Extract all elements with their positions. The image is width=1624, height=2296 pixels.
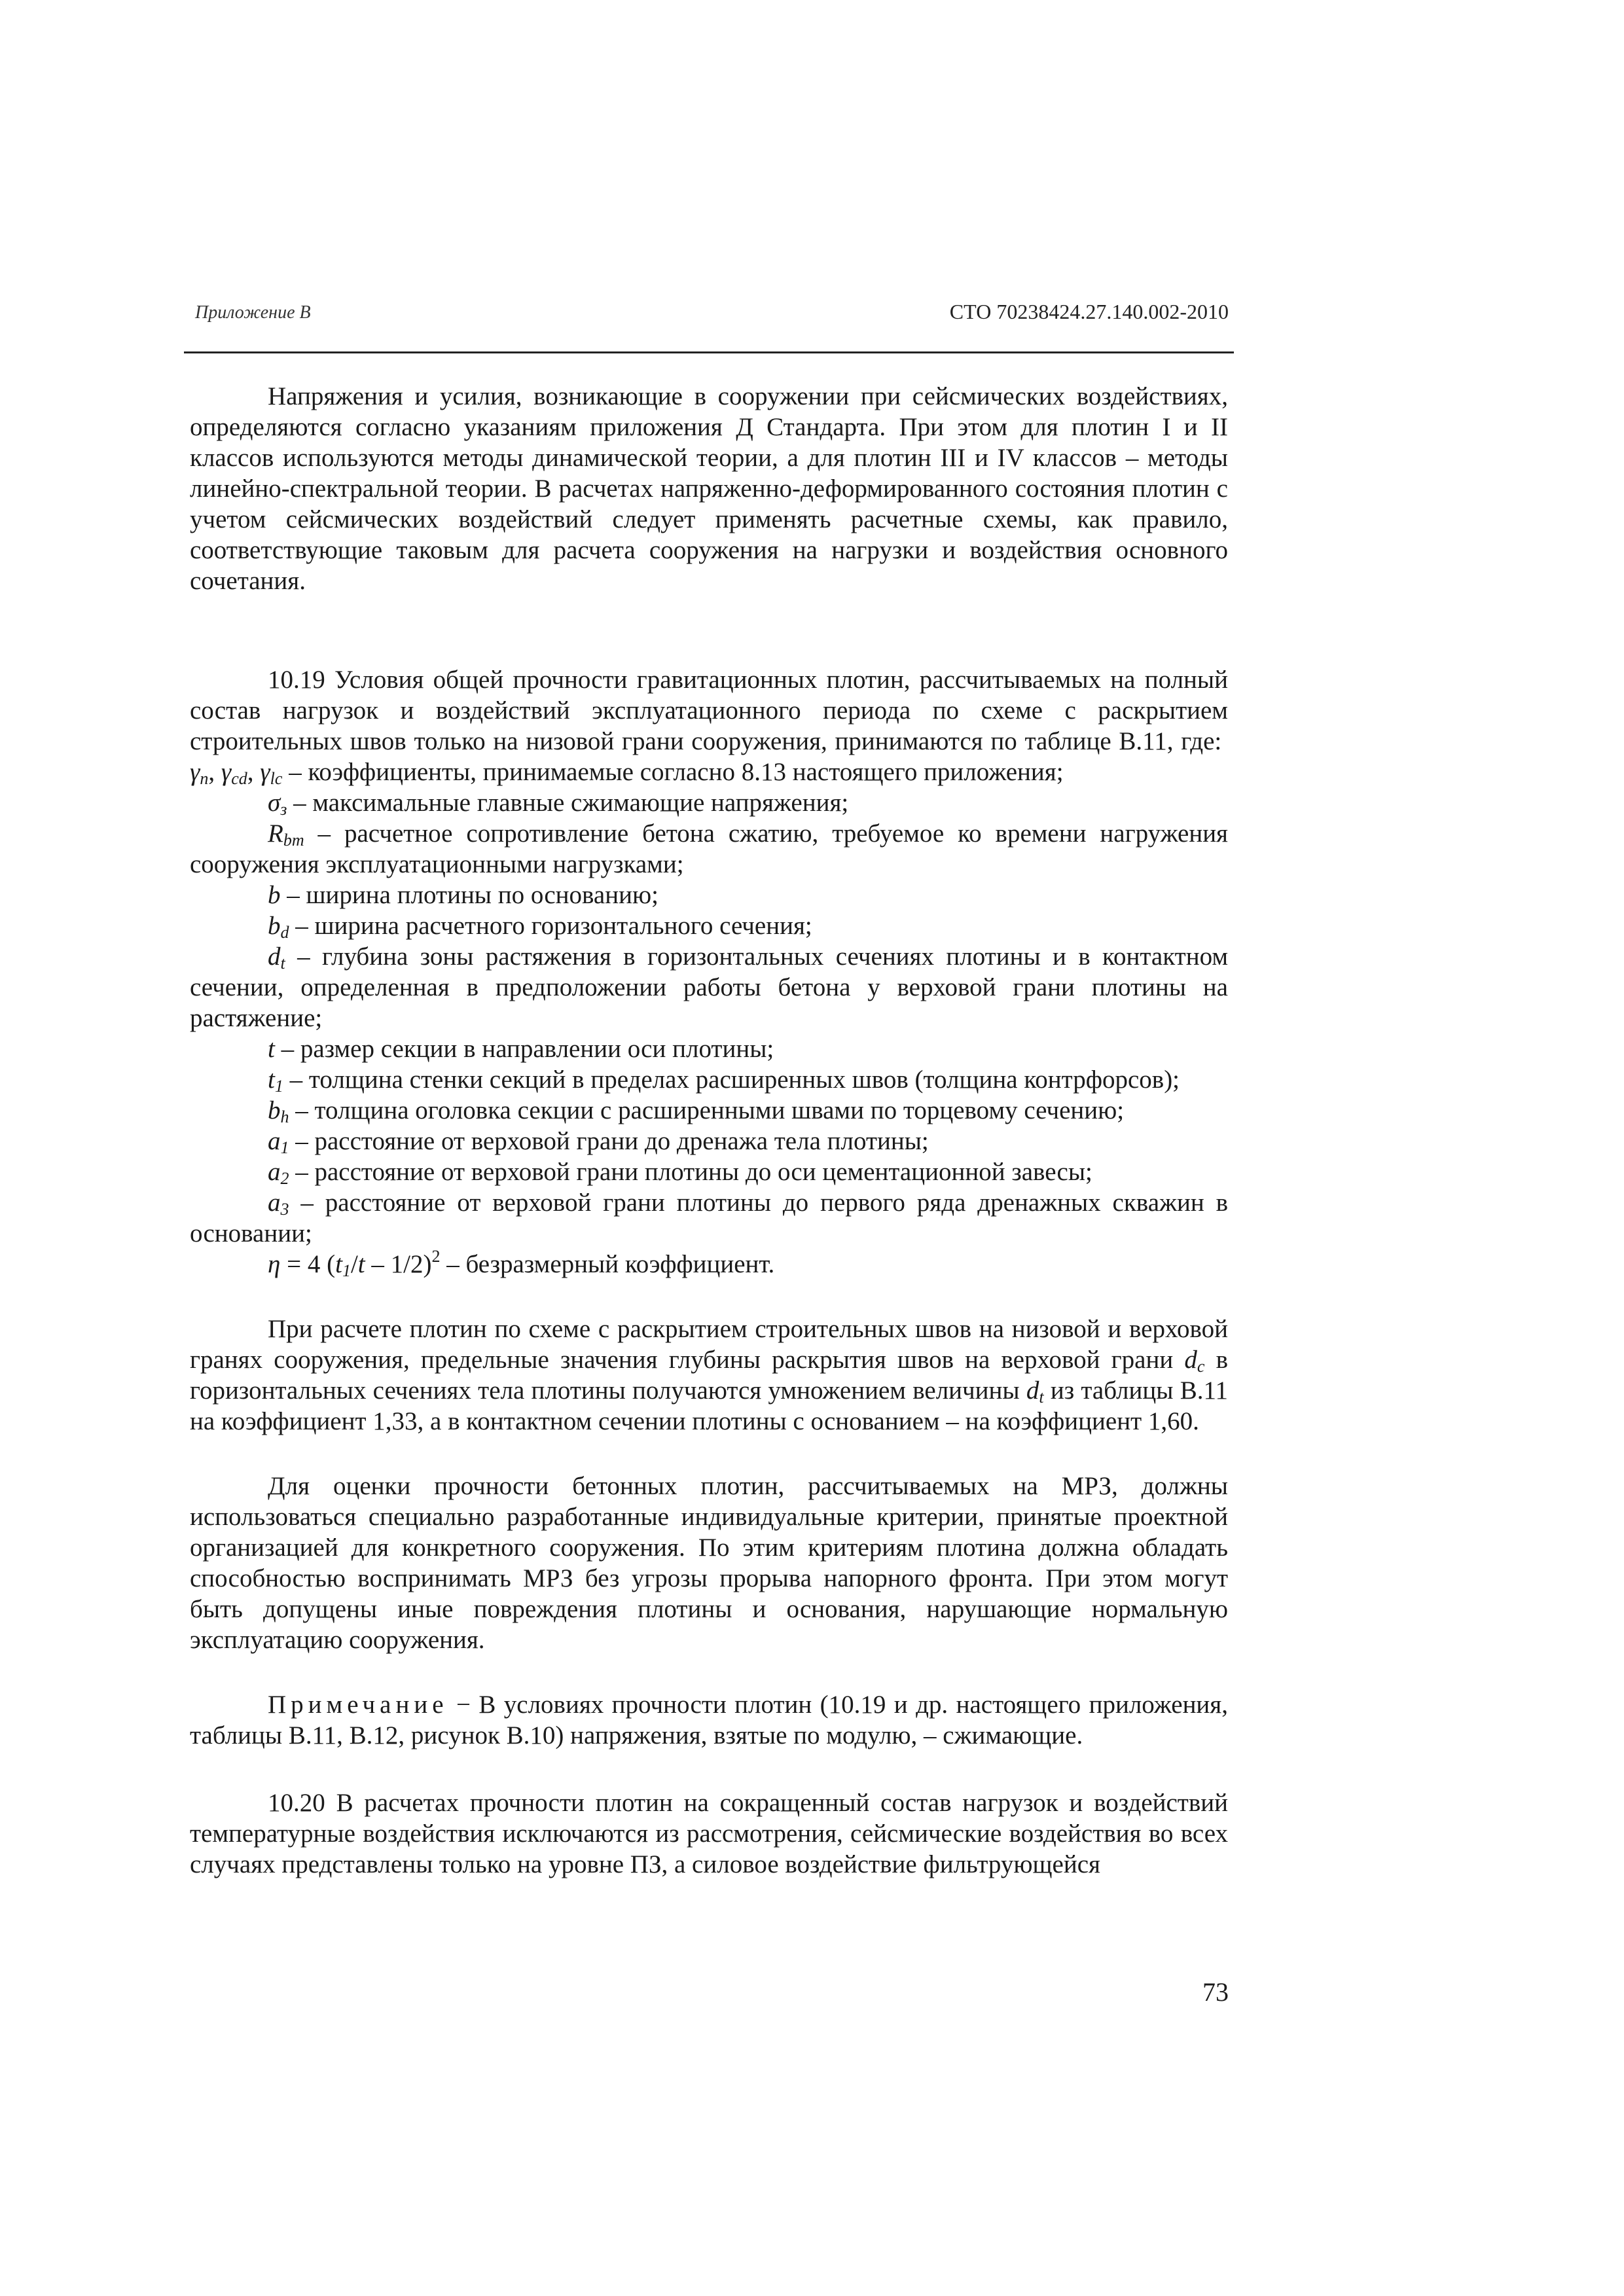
- paragraph-10-20: 10.20 В расчетах прочности плотин на сокращенный состав нагрузок и воздействий температурные воздействия исключаются из рассмотрения, сейсмические воздействия во всех случаях представлены только на уровне ПЗ, а силовое воздействие фильтрующейся: [190, 1789, 1228, 1878]
- note: [190, 1689, 1228, 1751]
- header-rule: [184, 351, 1234, 353]
- note-text: − В условиях прочности плотин (10.19 и др. настоящего приложения, таблицы В.11, В.12, рисунок В.10) напряжения, взятые по модулю, – сжимающие.: [190, 1691, 1228, 1749]
- definition-a3: $a_3$ – расстояние от верховой грани плотины до первого ряда дренажных скважин в основании;: [190, 1189, 1228, 1247]
- definition-rbt: $R_{bт}$ – расчетное сопротивление бетона сжатию, требуемое ко времени нагружения сооружения эксплуатационными нагрузками;: [190, 819, 1228, 878]
- definition-t: t – размер секции в направлении оси плотины;: [268, 1035, 774, 1063]
- page-number: 73: [1202, 1977, 1229, 2007]
- definition-bd: $b_d$ – ширина расчетного горизонтального сечения;: [268, 912, 812, 942]
- definition-t1: $t_1$ – толщина стенки секций в пределах расширенных швов (толщина контрфорсов);: [268, 1066, 1180, 1096]
- header-appendix-label: Приложение В: [195, 302, 311, 323]
- document-body: [190, 381, 1228, 1880]
- header-standard-code: СТО 70238424.27.140.002-2010: [949, 300, 1229, 323]
- paragraph-seismic: Напряжения и усилия, возникающие в сооружении при сейсмических воздействиях, определяются согласно указаниям приложения Д Стандарта. При этом для плотин I и II классов используются методы динамической теории, а для плотин III и IV классов – методы линейно-спектральной теории. В расчетах напряженно-деформированного состояния плотин с учетом сейсмических воздействий следует применять расчетные схемы, как правило, соответствующие таковым для расчета сооружения на нагрузки и воздействия основного сочетания.: [190, 382, 1228, 595]
- definition-eta: η = 4 $(t_1/t - 1/2)^2$ – безразмерный коэффициент.: [268, 1247, 775, 1280]
- definition-b: b – ширина плотины по основанию;: [268, 881, 659, 909]
- def-gamma: – коэффициенты, принимаемые согласно 8.13 настоящего приложения;: [282, 758, 1064, 786]
- definition-sigma: $\sigma_з$ – максимальные главные сжимающие напряжения;: [268, 789, 849, 819]
- paragraph-two-face-joints: При расчете плотин по схеме с раскрытием строительных швов на низовой и верховой гранях сооружения, предельные значения глубины раскрытия швов на верховой грани $d_c$ в горизонтальных сечениях тела плотины получаются умножением величины $d_t$ из таблицы В.11 на коэффициент 1,33, а в контактном сечении плотины с основанием – на коэффициент 1,60.: [190, 1315, 1229, 1435]
- definition-bh: $b_h$ – толщина оголовка секции с расширенными швами по торцевому сечению;: [268, 1096, 1125, 1126]
- definition-dt: $d_t$ – глубина зоны растяжения в горизонтальных сечениях плотины и в контактном сечении, определенная в предположении работы бетона у верховой грани плотины на растяжение;: [190, 942, 1228, 1032]
- definition-a2: $a_2$ – расстояние от верховой грани плотины до оси цементационной завесы;: [268, 1158, 1092, 1188]
- paragraph-mrz: Для оценки прочности бетонных плотин, рассчитываемых на МРЗ, должны использоваться специально разработанные индивидуальные критерии, принятые проектной организацией для конкретного сооружения. По этим критериям плотина должна обладать способностью воспринимать МРЗ без угрозы прорыва напорного фронта. При этом могут быть допущены иные повреждения плотины и основания, нарушающие нормальную эксплуатацию сооружения.: [190, 1472, 1228, 1654]
- paragraph-10-19: 10.19 Условия общей прочности гравитационных плотин, рассчитываемых на полный состав нагрузок и воздействий эксплуатационного периода по схеме с раскрытием строительных швов только на низовой грани сооружения, принимаются по таблице В.11, где: $\gamma_n$, $\gamma_{cd}$, $\gamma_{lc}$ – коэффициенты, принимаемые согласно 8.13 настоящего приложения;: [190, 666, 1228, 788]
- where-word: где:: [1181, 727, 1222, 755]
- definition-a1: $a_1$ – расстояние от верховой грани до дренажа тела плотины;: [268, 1127, 929, 1157]
- note-label: Примечание: [268, 1691, 448, 1719]
